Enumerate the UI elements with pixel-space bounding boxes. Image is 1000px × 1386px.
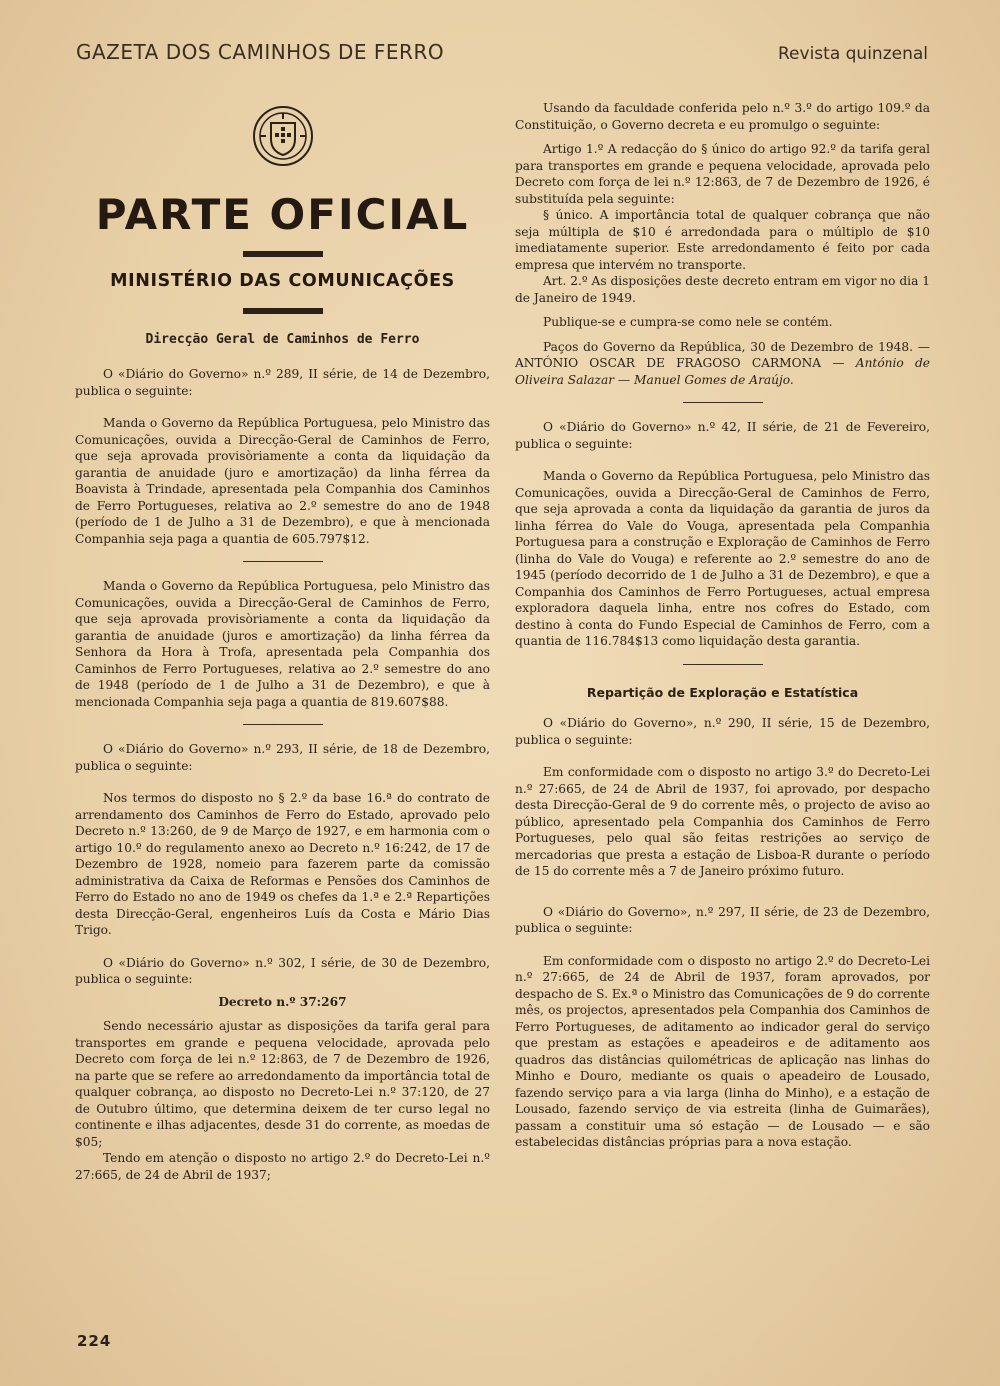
paragraph: O «Diário do Governo» n.º 302, I série, de 30 de Dezembro, publica o seguinte: xyxy=(75,955,490,986)
paragraph: O «Diário do Governo», n.º 290, II série, 15 de Dezembro, publica o seguinte: xyxy=(515,716,930,747)
section-title: PARTE OFICIAL xyxy=(95,190,470,239)
separator-rule xyxy=(683,664,763,665)
signature-names: António de Oliveira Salazar — Manuel Gomes de Araújo. xyxy=(515,356,930,387)
separator-rule xyxy=(243,561,323,562)
signature-text: Paços do Governo da República, 30 de Dezembro de 1948. — ANTÓNIO OSCAR DE FRAGOSO CARMONA — xyxy=(515,339,930,370)
ministry-rule xyxy=(243,308,323,314)
paragraph: Manda o Governo da República Portuguesa, pelo Ministro das Comunicações, ouvida a Direcção-Geral de Caminhos de Ferro, que seja aprovada provisòriamente a conta da liquidação da garantia de anuidade (juros e amortização) da linha férrea da Senhora da Hora à Trofa, apresentada pela Companhia dos Caminhos de Ferro Portugueses, relativa ao 2.º semestre do ano de 1948 (período de 1 de Julho a 31 de Dezembro), e que à mencionada Companhia seja paga a quantia de 819.607$88. xyxy=(75,579,490,709)
coat-of-arms-icon xyxy=(252,105,314,167)
paragraph: Nos termos do disposto no § 2.º da base 16.ª do contrato de arrendamento dos Caminhos de Ferro do Estado, aprovado pelo Decreto n.º 13:260, de 9 de Março de 1927, e em harmonia com o artigo 10.º do regulamento anexo ao Decreto n.º 16:242, de 17 de Dezembro de 1928, nomeio para fazerem parte da comissão administrativa da Caixa de Reformas e Pensões dos Caminhos de Ferro do Estado no ano de 1949 os chefes da 1.ª e 2.ª Repartições desta Direcção-Geral, engenheiros Luís da Costa e Mário Dias Trigo. xyxy=(75,791,490,937)
paragraph: § único. A importância total de qualquer cobrança que não seja múltipla de $10 é arredondada para o múltiplo de $10 imediatamente superior. Este arredondamento é feito por cada empresa que intervém no transporte. xyxy=(515,208,930,272)
paragraph: Em conformidade com o disposto no artigo 2.º do Decreto-Lei n.º 27:665, de 24 de Abril de 1937, foram aprovados, por despacho de S. Ex.ª o Ministro das Comunicações de 9 do corrente mês, os projectos, apresentados pela Companhia dos Caminhos de Ferro Portugueses, de aditamento ao indicador geral do serviço que prestam as estações e apeadeiros e de aditamento aos quadros das distâncias quilométricas de aplicação nas linhas do Minho e Douro, mediante os quais o apeadeiro de Lousado, fazendo serviço para a via larga (linha do Minho), e a estação de Lousado, fazendo serviço de via estreita (linha de Guimarães), passam a constituir uma só estação — de Lousado — e são estabelecidas distâncias próprias para a nova estação. xyxy=(515,953,930,1149)
publication-frequency: Revista quinzenal xyxy=(778,44,928,64)
paragraph: O «Diário do Governo» n.º 42, II série, de 21 de Fevereiro, publica o seguinte: xyxy=(515,420,930,451)
paragraph: O «Diário do Governo», n.º 297, II série, de 23 de Dezembro, publica o seguinte: xyxy=(515,904,930,935)
separator-rule xyxy=(243,724,323,725)
paragraph: Artigo 1.º A redacção do § único do artigo 92.º da tarifa geral para transportes em grande e pequena velocidade, aprovada pelo Decreto com força de lei n.º 12:863, de 7 de Dezembro de 1926, é substituída pela seguinte: xyxy=(515,142,930,206)
department-heading: Repartição de Exploração e Estatística xyxy=(586,684,859,700)
left-column xyxy=(75,100,490,1183)
paragraph: Manda o Governo da República Portuguesa, pelo Ministro das Comunicações, ouvida a Direcção-Geral de Caminhos de Ferro, que seja aprovada a conta da liquidação da garantia de juros da linha férrea do Vale do Vouga, apresentada pela Companhia Portuguesa para a construção e Exploração de Caminhos de Ferro (linha do Vale do Vouga) e referente ao 2.º semestre do ano de 1945 (período decorrido de 1 de Julho a 31 de Dezembro), e que a Companhia dos Caminhos de Ferro Portugueses, actual empresa exploradora daquela linha, entre nos cofres do Estado, com destino à conta do Fundo Especial de Caminhos de Ferro, com a quantia de 116.784$13 como liquidação desta garantia. xyxy=(515,469,930,648)
paragraph: Sendo necessário ajustar as disposições da tarifa geral para transportes em grande e pequena velocidade, aprovada pelo Decreto com força de lei n.º 12:863, de 7 de Dezembro de 1926, na parte que se refere ao arredondamento da importância total de qualquer cobrança, ao disposto no Decreto-Lei n.º 37:120, de 27 de Outubro último, que determina deixem de ter curso legal no continente e ilhas adjacentes, desde 31 do corrente, as moedas de $05; xyxy=(75,1019,490,1149)
directorate-heading: Direcção Geral de Caminhos de Ferro xyxy=(145,331,420,347)
right-column xyxy=(515,100,930,1151)
paragraph: O «Diário do Governo» n.º 289, II série, de 14 de Dezembro, publica o seguinte: xyxy=(75,367,490,398)
paragraph: Tendo em atenção o disposto no artigo 2.º do Decreto-Lei n.º 27:665, de 24 de Abril de 1937; xyxy=(75,1151,490,1182)
page-number: 224 xyxy=(77,1332,112,1350)
title-rule xyxy=(243,251,323,257)
paragraph: Publique-se e cumpra-se como nele se contém. xyxy=(543,315,833,329)
signature-paragraph xyxy=(515,339,930,389)
paragraph: Art. 2.º As disposições deste decreto entram em vigor no dia 1 de Janeiro de 1949. xyxy=(515,274,930,305)
ministry-heading: MINISTÉRIO DAS COMUNICAÇÕES xyxy=(110,271,455,291)
running-head xyxy=(76,38,928,68)
publication-title: GAZETA DOS CAMINHOS DE FERRO xyxy=(76,40,445,64)
separator-rule xyxy=(683,402,763,403)
paragraph: Em conformidade com o disposto no artigo 3.º do Decreto-Lei n.º 27:665, de 24 de Abril de 1937, foi aprovado, por despacho desta Direcção-Geral de 9 do corrente mês, o projecto de aviso ao público, apresentado pela Companhia dos Caminhos de Ferro Portugueses, pelo qual são feitas restrições ao serviço de mercadorias que presta a estação de Lisboa-R durante o período de 15 do corrente mês a 7 de Janeiro próximo futuro. xyxy=(515,765,930,878)
paragraph: Manda o Governo da República Portuguesa, pelo Ministro das Comunicações, ouvida a Direcção-Geral de Caminhos de Ferro, que seja aprovada provisòriamente a conta da liquidação da garantia de anuidade (juro e amortização) da linha férrea da Boavista à Trindade, apresentada pela Companhia dos Caminhos de Ferro Portugueses, relativa ao 2.º semestre do ano de 1948 (período de 1 de Julho a 31 de Dezembro), e que à mencionada Companhia seja paga a quantia de 605.797$12. xyxy=(75,416,490,546)
decree-title: Decreto n.º 37:267 xyxy=(218,994,347,1009)
paragraph: O «Diário do Governo» n.º 293, II série, de 18 de Dezembro, publica o seguinte: xyxy=(75,742,490,773)
paragraph: Usando da faculdade conferida pelo n.º 3.º do artigo 109.º da Constituição, o Governo decreta e eu promulgo o seguinte: xyxy=(515,101,930,132)
